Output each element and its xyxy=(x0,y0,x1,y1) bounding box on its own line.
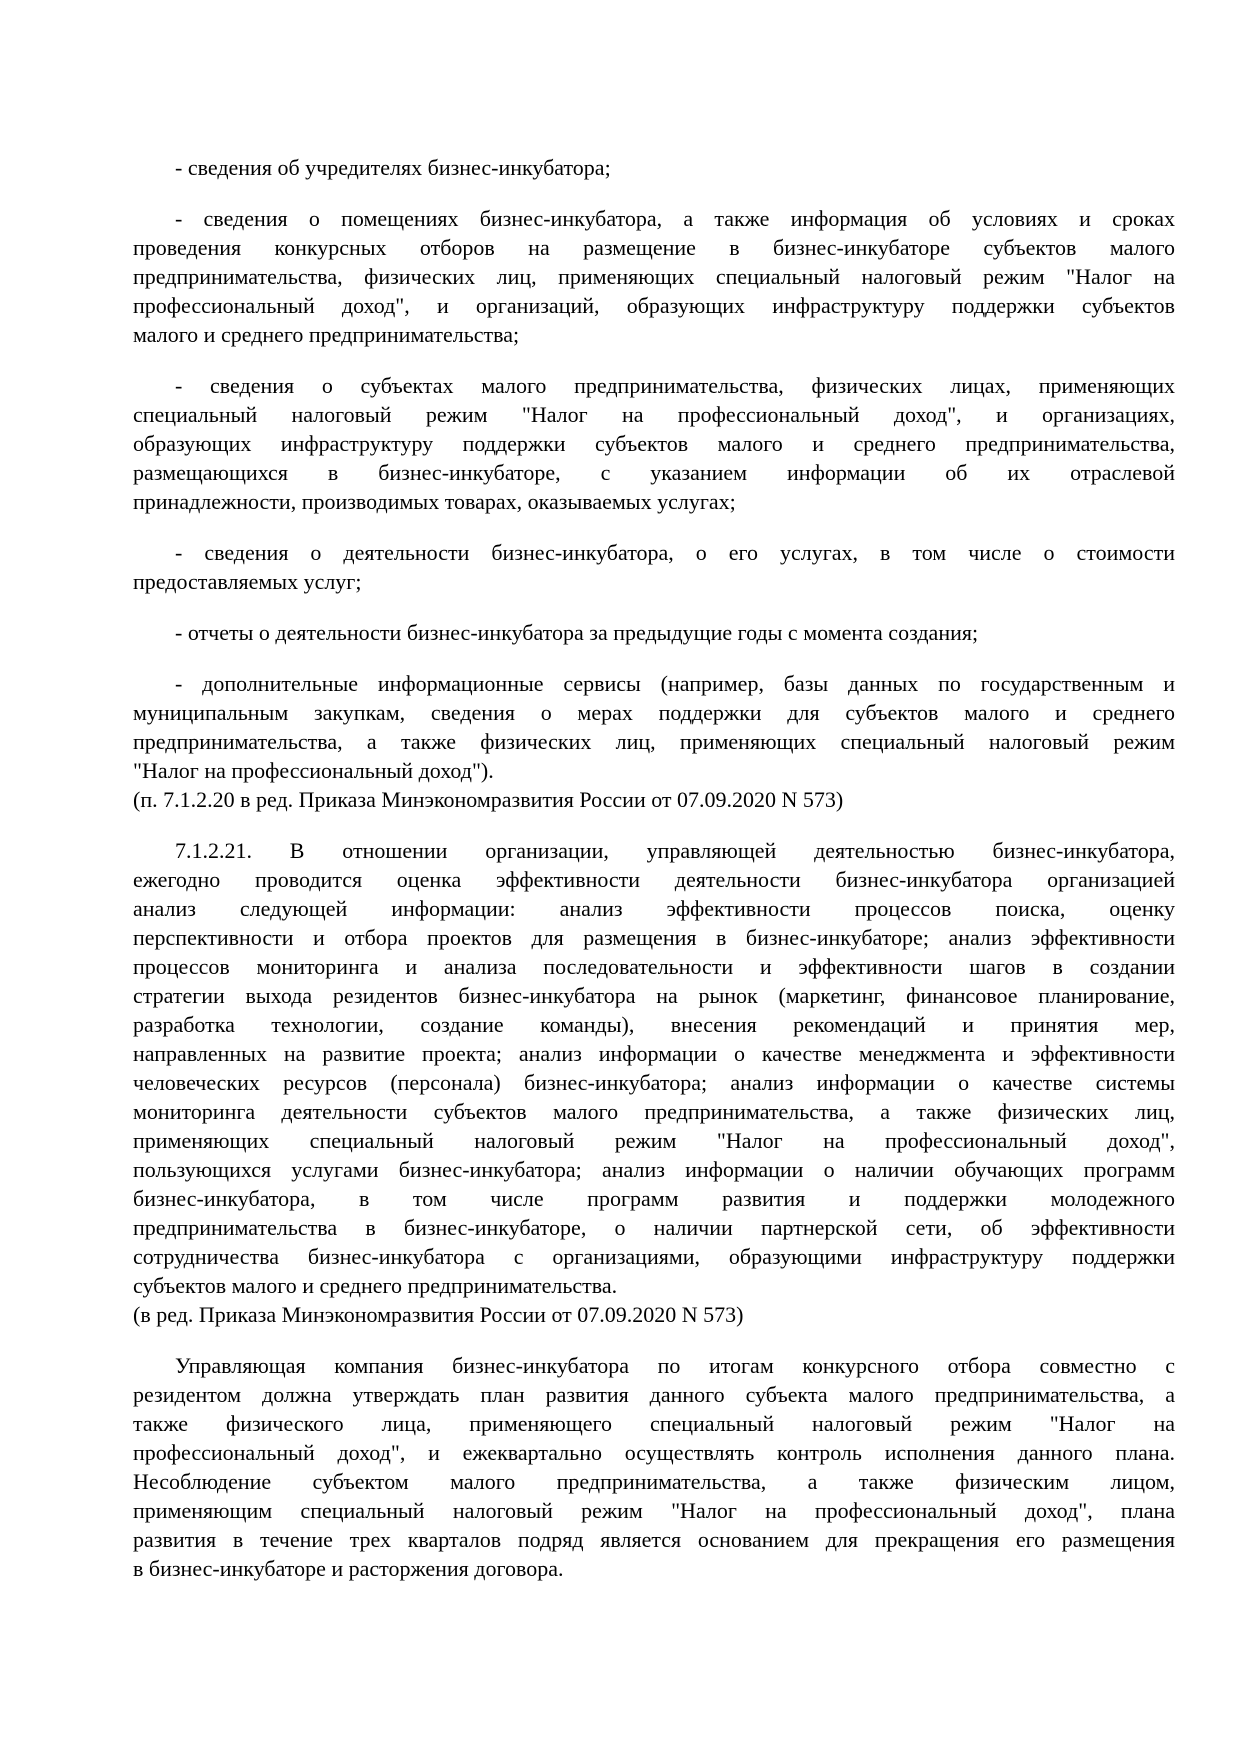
text-line: - сведения о деятельности бизнес-инкубатора, о его услугах, в том числе о стоимости xyxy=(175,540,1175,565)
text-line: в бизнес-инкубаторе и расторжения договора. xyxy=(133,1556,564,1581)
text-line: (п. 7.1.2.20 в ред. Приказа Минэкономразвития России от 07.09.2020 N 573) xyxy=(133,787,844,812)
text-line: малого и среднего предпринимательства; xyxy=(133,322,520,347)
text-line: развития в течение трех кварталов подряд является основанием для прекращения его размещения xyxy=(133,1527,1175,1552)
text-line: проведения конкурсных отборов на размещение в бизнес-инкубаторе субъектов малого xyxy=(133,235,1175,260)
text-line: применяющим специальный налоговый режим "Налог на профессиональный доход", плана xyxy=(133,1498,1175,1523)
text-line: 7.1.2.21. В отношении организации, управляющей деятельностью бизнес-инкубатора, xyxy=(175,838,1175,863)
paragraph xyxy=(133,785,1175,814)
text-line: пользующихся услугами бизнес-инкубатора; анализ информации о наличии обучающих программ xyxy=(133,1157,1175,1182)
text-line: принадлежности, производимых товарах, оказываемых услугах; xyxy=(133,489,736,514)
text-line: также физического лица, применяющего специальный налоговый режим "Налог на xyxy=(133,1411,1175,1436)
paragraph xyxy=(133,836,1175,1300)
paragraph xyxy=(133,1300,1175,1329)
paragraph xyxy=(133,618,1175,647)
paragraph xyxy=(133,538,1175,596)
paragraph xyxy=(133,1351,1175,1583)
paragraph xyxy=(133,153,1175,182)
text-line: мониторинга деятельности субъектов малого предпринимательства, а также физических лиц, xyxy=(133,1099,1175,1124)
text-line: предоставляемых услуг; xyxy=(133,569,362,594)
text-line: анализ следующей информации: анализ эффективности процессов поиска, оценку xyxy=(133,896,1175,921)
text-line: разработка технологии, создание команды), внесения рекомендаций и принятия мер, xyxy=(133,1012,1175,1037)
text-line: перспективности и отбора проектов для размещения в бизнес-инкубаторе; анализ эффективности xyxy=(133,925,1175,950)
document-page xyxy=(133,153,1175,1605)
text-line: предпринимательства, а также физических лиц, применяющих специальный налоговый режим xyxy=(133,729,1175,754)
text-line: субъектов малого и среднего предпринимательства. xyxy=(133,1273,618,1298)
text-line: специальный налоговый режим "Налог на профессиональный доход", и организациях, xyxy=(133,402,1175,427)
text-line: (в ред. Приказа Минэкономразвития России от 07.09.2020 N 573) xyxy=(133,1302,744,1327)
text-line: Несоблюдение субъектом малого предпринимательства, а также физическим лицом, xyxy=(133,1469,1175,1494)
text-line: размещающихся в бизнес-инкубаторе, с указанием информации об их отраслевой xyxy=(133,460,1175,485)
text-line: муниципальным закупкам, сведения о мерах поддержки для субъектов малого и среднего xyxy=(133,700,1175,725)
text-line: - сведения о помещениях бизнес-инкубатора, а также информация об условиях и сроках xyxy=(175,206,1175,231)
text-line: - дополнительные информационные сервисы (например, базы данных по государственным и xyxy=(175,671,1175,696)
paragraph xyxy=(133,204,1175,349)
text-line: процессов мониторинга и анализа последовательности и эффективности шагов в создании xyxy=(133,954,1175,979)
text-line: профессиональный доход", и ежеквартально осуществлять контроль исполнения данного плана. xyxy=(133,1440,1175,1465)
text-line: бизнес-инкубатора, в том числе программ развития и поддержки молодежного xyxy=(133,1186,1175,1211)
text-line: - сведения о субъектах малого предпринимательства, физических лицах, применяющих xyxy=(175,373,1175,398)
text-line: направленных на развитие проекта; анализ информации о качестве менеджмента и эффективности xyxy=(133,1041,1175,1066)
text-line: применяющих специальный налоговый режим "Налог на профессиональный доход", xyxy=(133,1128,1175,1153)
text-line: стратегии выхода резидентов бизнес-инкубатора на рынок (маркетинг, финансовое планирование, xyxy=(133,983,1175,1008)
paragraph xyxy=(133,669,1175,785)
text-line: Управляющая компания бизнес-инкубатора по итогам конкурсного отбора совместно с xyxy=(175,1353,1175,1378)
text-line: ежегодно проводится оценка эффективности деятельности бизнес-инкубатора организацией xyxy=(133,867,1175,892)
text-line: профессиональный доход", и организаций, образующих инфраструктуру поддержки субъектов xyxy=(133,293,1175,318)
paragraph xyxy=(133,371,1175,516)
text-line: - отчеты о деятельности бизнес-инкубатора за предыдущие годы с момента создания; xyxy=(175,620,979,645)
text-line: "Налог на профессиональный доход"). xyxy=(133,758,494,783)
text-line: предпринимательства, физических лиц, применяющих специальный налоговый режим "Налог на xyxy=(133,264,1175,289)
text-line: сотрудничества бизнес-инкубатора с организациями, образующими инфраструктуру поддержки xyxy=(133,1244,1175,1269)
text-line: резидентом должна утверждать план развития данного субъекта малого предпринимательства, а xyxy=(133,1382,1175,1407)
text-line: предпринимательства в бизнес-инкубаторе, о наличии партнерской сети, об эффективности xyxy=(133,1215,1175,1240)
text-line: образующих инфраструктуру поддержки субъектов малого и среднего предпринимательства, xyxy=(133,431,1175,456)
text-line: человеческих ресурсов (персонала) бизнес-инкубатора; анализ информации о качестве системы xyxy=(133,1070,1175,1095)
text-line: - сведения об учредителях бизнес-инкубатора; xyxy=(175,155,611,180)
